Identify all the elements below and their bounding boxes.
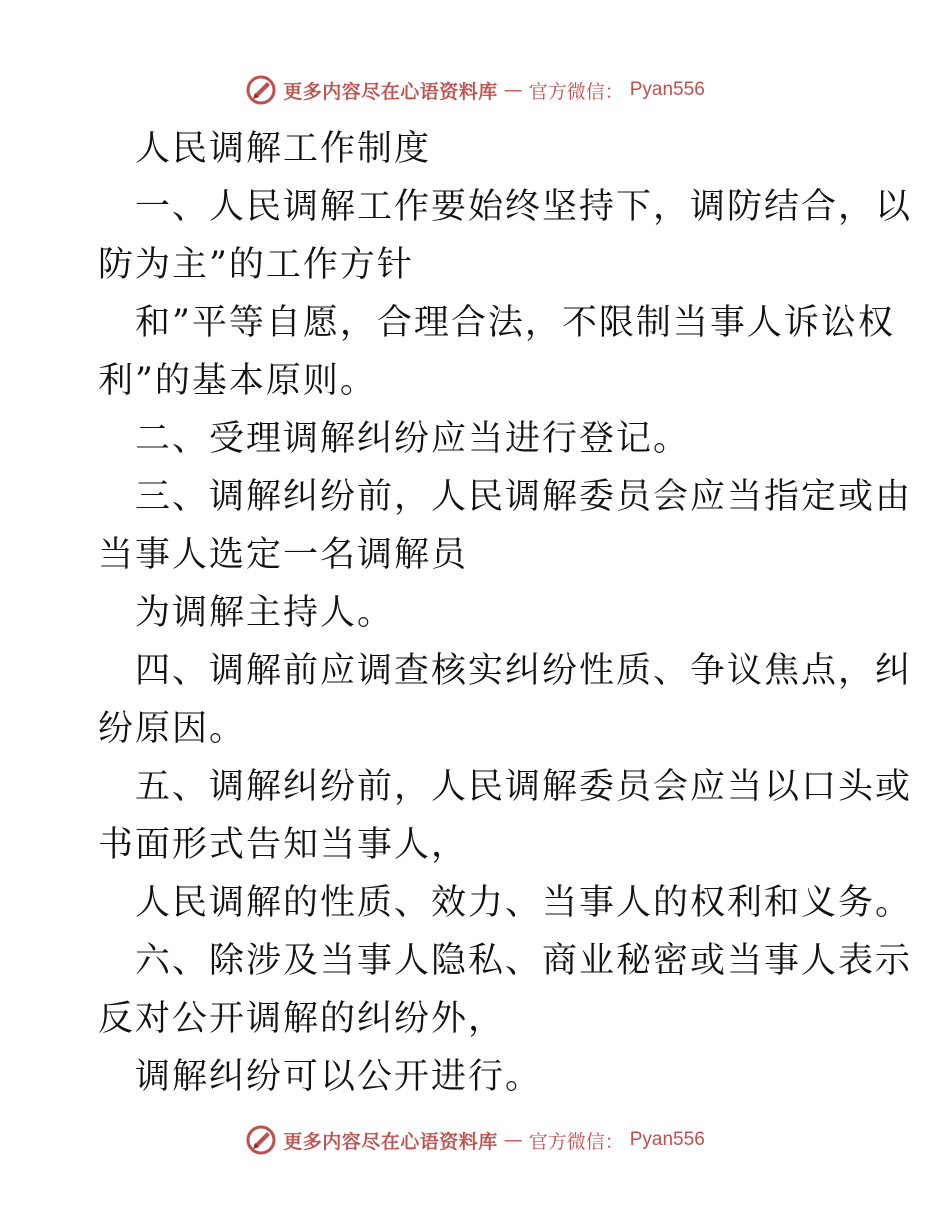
watermark-wechat-id: Pyan556 xyxy=(629,1129,705,1150)
text-line: 一、人民调解工作要始终坚持下，调防结合，以 xyxy=(135,187,913,227)
watermark-wechat-id: Pyan556 xyxy=(629,79,705,100)
watermark-wechat-label: 官方微信： xyxy=(528,80,624,103)
text-line: 人民调解的性质、效力、当事人的权利和义务。 xyxy=(135,883,913,923)
text-line: 书面形式告知当事人， xyxy=(98,825,469,865)
document-body xyxy=(98,120,913,1106)
text-line: 二、受理调解纠纷应当进行登记。 xyxy=(135,419,691,459)
text-line: 四、调解前应调查核实纠纷性质、争议焦点，纠 xyxy=(135,651,913,691)
text-line: 六、除涉及当事人隐私、商业秘密或当事人表示 xyxy=(135,941,913,981)
text-line: 五、调解纠纷前，人民调解委员会应当以口头或 xyxy=(135,767,913,807)
text-line: 为调解主持人。 xyxy=(135,593,395,633)
text-line: 和”平等自愿，合理合法，不限制当事人诉讼权 xyxy=(135,303,895,343)
watermark-dash: — xyxy=(503,79,523,101)
header-watermark xyxy=(0,70,950,110)
text-line: 纷原因。 xyxy=(98,709,247,749)
seal-logo-icon xyxy=(245,74,277,106)
text-line: 三、调解纠纷前，人民调解委员会应当指定或由 xyxy=(135,477,913,517)
watermark-site-text: 更多内容尽在心语资料库 xyxy=(283,80,498,103)
watermark-wechat-label: 官方微信： xyxy=(528,1130,624,1153)
watermark-site-text: 更多内容尽在心语资料库 xyxy=(283,1130,498,1153)
text-line: 调解纠纷可以公开进行。 xyxy=(135,1057,543,1097)
text-line: 防为主”的工作方针 xyxy=(98,245,414,285)
text-line: 反对公开调解的纠纷外， xyxy=(98,999,506,1039)
footer-watermark xyxy=(0,1120,950,1160)
document-title: 人民调解工作制度 xyxy=(135,129,432,169)
seal-logo-icon xyxy=(245,1124,277,1156)
watermark-dash: — xyxy=(503,1129,523,1151)
text-line: 利”的基本原则。 xyxy=(98,361,377,401)
text-line: 当事人选定一名调解员 xyxy=(98,535,469,575)
